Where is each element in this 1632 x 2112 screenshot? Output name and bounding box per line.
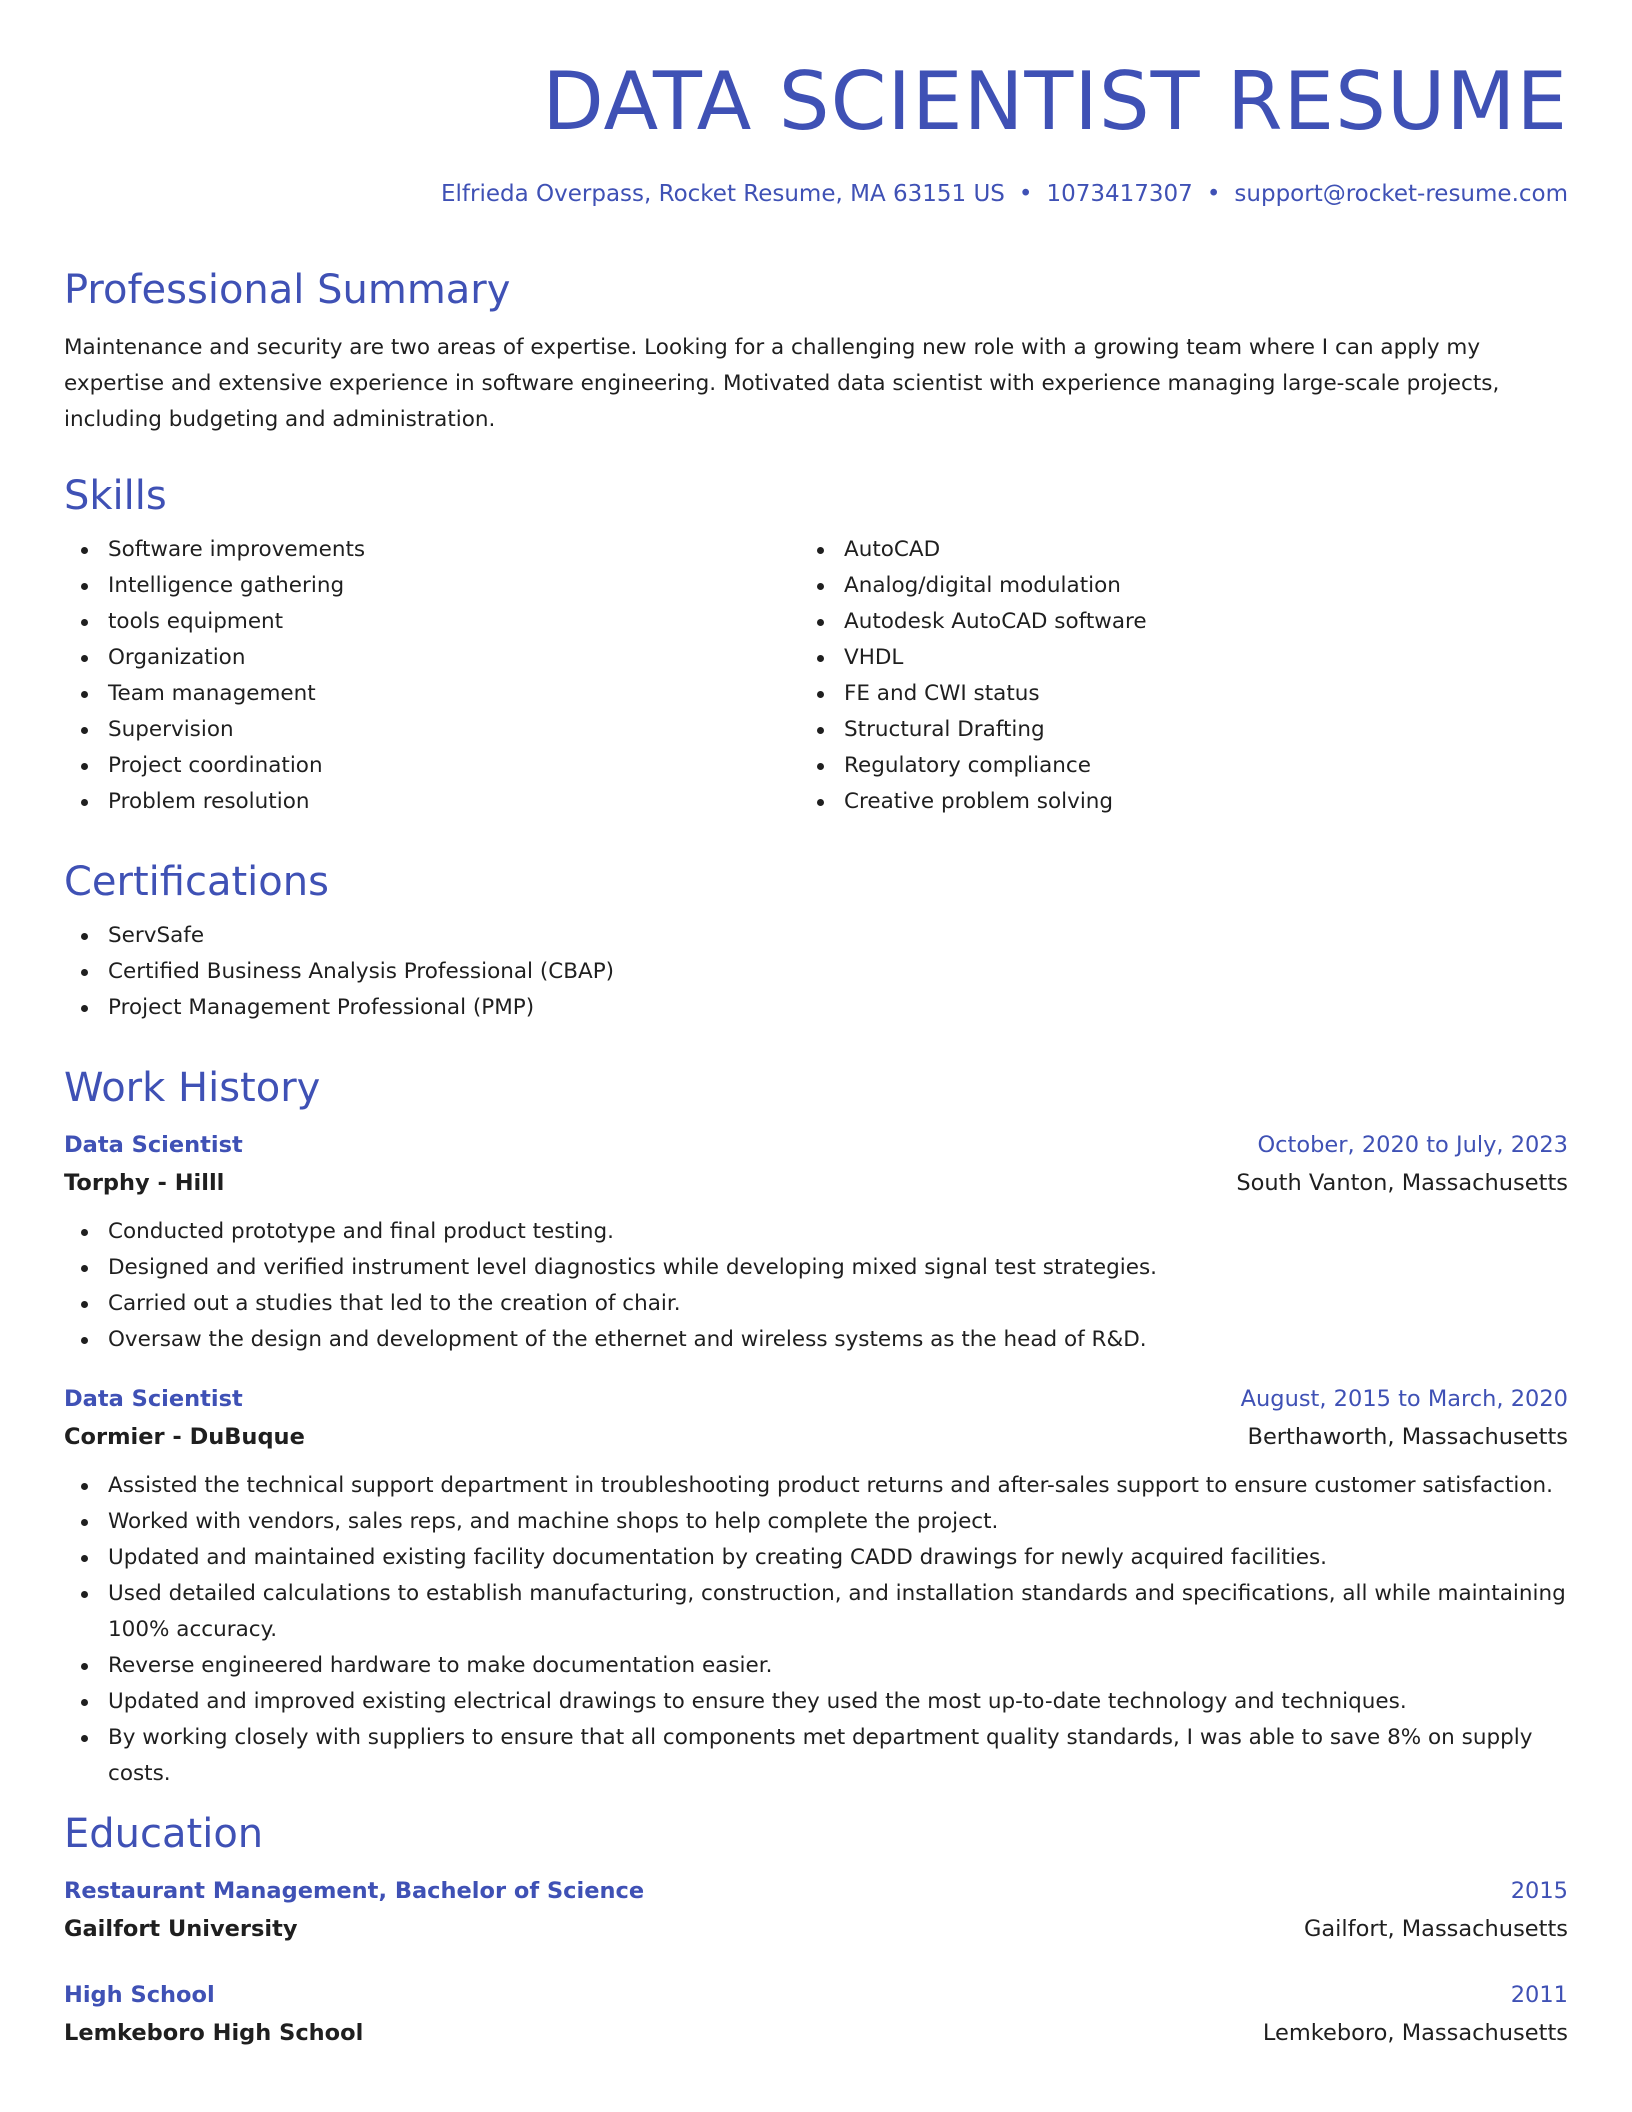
skill-item: Analog/digital modulation — [800, 568, 1536, 604]
skill-item: Creative problem solving — [800, 784, 1536, 820]
job-dates: October, 2020 to July, 2023 — [1257, 1132, 1568, 1158]
job-title: Data Scientist — [64, 1132, 243, 1158]
work-history-section — [64, 1060, 1568, 1792]
skill-item: AutoCAD — [800, 532, 1536, 568]
skill-item: Intelligence gathering — [64, 568, 800, 604]
job-bullet: Carried out a studies that led to the creation of chair. — [64, 1286, 1568, 1322]
skill-item: Regulatory compliance — [800, 748, 1536, 784]
job-company-row — [64, 1164, 1568, 1202]
contact-line — [64, 178, 1568, 210]
education-location: Lemkeboro, Massachusetts — [1262, 2020, 1568, 2046]
education-degree: Restaurant Management, Bachelor of Science — [64, 1878, 645, 1904]
skill-item: VHDL — [800, 640, 1536, 676]
job-bullet: Designed and verified instrument level diagnostics while developing mixed signal test strategies. — [64, 1250, 1568, 1286]
job-entry — [64, 1126, 1568, 1358]
certifications-section — [64, 854, 1568, 1026]
job-entry — [64, 1380, 1568, 1792]
job-company-row — [64, 1418, 1568, 1456]
job-location: Berthaworth, Massachusetts — [1247, 1424, 1568, 1450]
education-entry — [64, 1872, 1568, 1948]
education-school: Lemkeboro High School — [64, 2020, 364, 2046]
skill-item: Project coordination — [64, 748, 800, 784]
contact-separator: • — [1018, 181, 1033, 207]
job-bullet: Conducted prototype and final product testing. — [64, 1214, 1568, 1250]
job-company: Torphy - Hilll — [64, 1170, 225, 1196]
education-school-row — [64, 2014, 1568, 2052]
job-title-row — [64, 1126, 1568, 1164]
skill-item: tools equipment — [64, 604, 800, 640]
skills-grid — [64, 532, 1568, 820]
skill-item: Problem resolution — [64, 784, 800, 820]
skill-item: FE and CWI status — [800, 676, 1536, 712]
education-degree: High School — [64, 1982, 215, 2008]
certification-item: Project Management Professional (PMP) — [64, 990, 1568, 1026]
skill-item: Supervision — [64, 712, 800, 748]
education-degree-row — [64, 1976, 1568, 2014]
skill-item: Structural Drafting — [800, 712, 1536, 748]
contact-phone: 1073417307 — [1046, 181, 1193, 207]
education-entry — [64, 1976, 1568, 2052]
skill-item: Autodesk AutoCAD software — [800, 604, 1536, 640]
skill-item: Organization — [64, 640, 800, 676]
education-section — [64, 1806, 1568, 2052]
education-school: Gailfort University — [64, 1916, 298, 1942]
section-heading-work-history: Work History — [64, 1065, 321, 1111]
job-title: Data Scientist — [64, 1386, 243, 1412]
education-year: 2015 — [1510, 1878, 1568, 1904]
education-degree-row — [64, 1872, 1568, 1910]
job-bullet: Assisted the technical support department in troubleshooting product returns and after-sales support to ensure customer satisfaction. — [64, 1468, 1568, 1504]
contact-email: support@rocket-resume.com — [1234, 181, 1568, 207]
education-year: 2011 — [1510, 1982, 1568, 2008]
education-location: Gailfort, Massachusetts — [1303, 1916, 1568, 1942]
contact-separator: • — [1206, 181, 1221, 207]
job-location: South Vanton, Massachusetts — [1236, 1170, 1568, 1196]
job-bullet: Oversaw the design and development of the ethernet and wireless systems as the head of R&D. — [64, 1322, 1568, 1358]
summary-text: Maintenance and security are two areas of expertise. Looking for a challenging new role with a growing team where I can apply my expertise and extensive experience in software engineering. Motivated data scientist with experience managing large-scale projects, including budgeting and administration. — [64, 335, 1500, 432]
skills-list-right — [800, 532, 1536, 820]
contact-address: Elfrieda Overpass, Rocket Resume, MA 63151 US — [441, 181, 1005, 207]
job-bullet: Updated and maintained existing facility documentation by creating CADD drawings for newly acquired facilities. — [64, 1540, 1568, 1576]
certification-item: Certified Business Analysis Professional (CBAP) — [64, 954, 1568, 990]
job-bullet: Reverse engineered hardware to make documentation easier. — [64, 1648, 1568, 1684]
job-title-row — [64, 1380, 1568, 1418]
job-bullet: Worked with vendors, sales reps, and machine shops to help complete the project. — [64, 1504, 1568, 1540]
resume-header — [64, 0, 1568, 210]
job-company: Cormier - DuBuque — [64, 1424, 305, 1450]
job-bullets — [64, 1214, 1568, 1358]
job-bullets — [64, 1468, 1568, 1792]
section-heading-education: Education — [64, 1811, 264, 1857]
job-dates: August, 2015 to March, 2020 — [1240, 1386, 1568, 1412]
certifications-list — [64, 918, 1568, 1026]
job-bullet: Used detailed calculations to establish manufacturing, construction, and installation standards and specifications, all while maintaining 100% accuracy. — [64, 1576, 1568, 1648]
certification-item: ServSafe — [64, 918, 1568, 954]
skills-section — [64, 468, 1568, 820]
skills-list-left — [64, 532, 800, 820]
education-school-row — [64, 1910, 1568, 1948]
section-heading-summary: Professional Summary — [64, 267, 511, 313]
page-title: DATA SCIENTIST RESUME — [542, 55, 1568, 148]
skill-item: Software improvements — [64, 532, 800, 568]
professional-summary-section — [64, 262, 1568, 438]
skill-item: Team management — [64, 676, 800, 712]
section-heading-certifications: Certifications — [64, 859, 329, 905]
job-bullet: By working closely with suppliers to ensure that all components met department quality standards, I was able to save 8% on supply costs. — [64, 1720, 1568, 1792]
section-heading-skills: Skills — [64, 473, 167, 519]
job-bullet: Updated and improved existing electrical drawings to ensure they used the most up-to-date technology and techniques. — [64, 1684, 1568, 1720]
